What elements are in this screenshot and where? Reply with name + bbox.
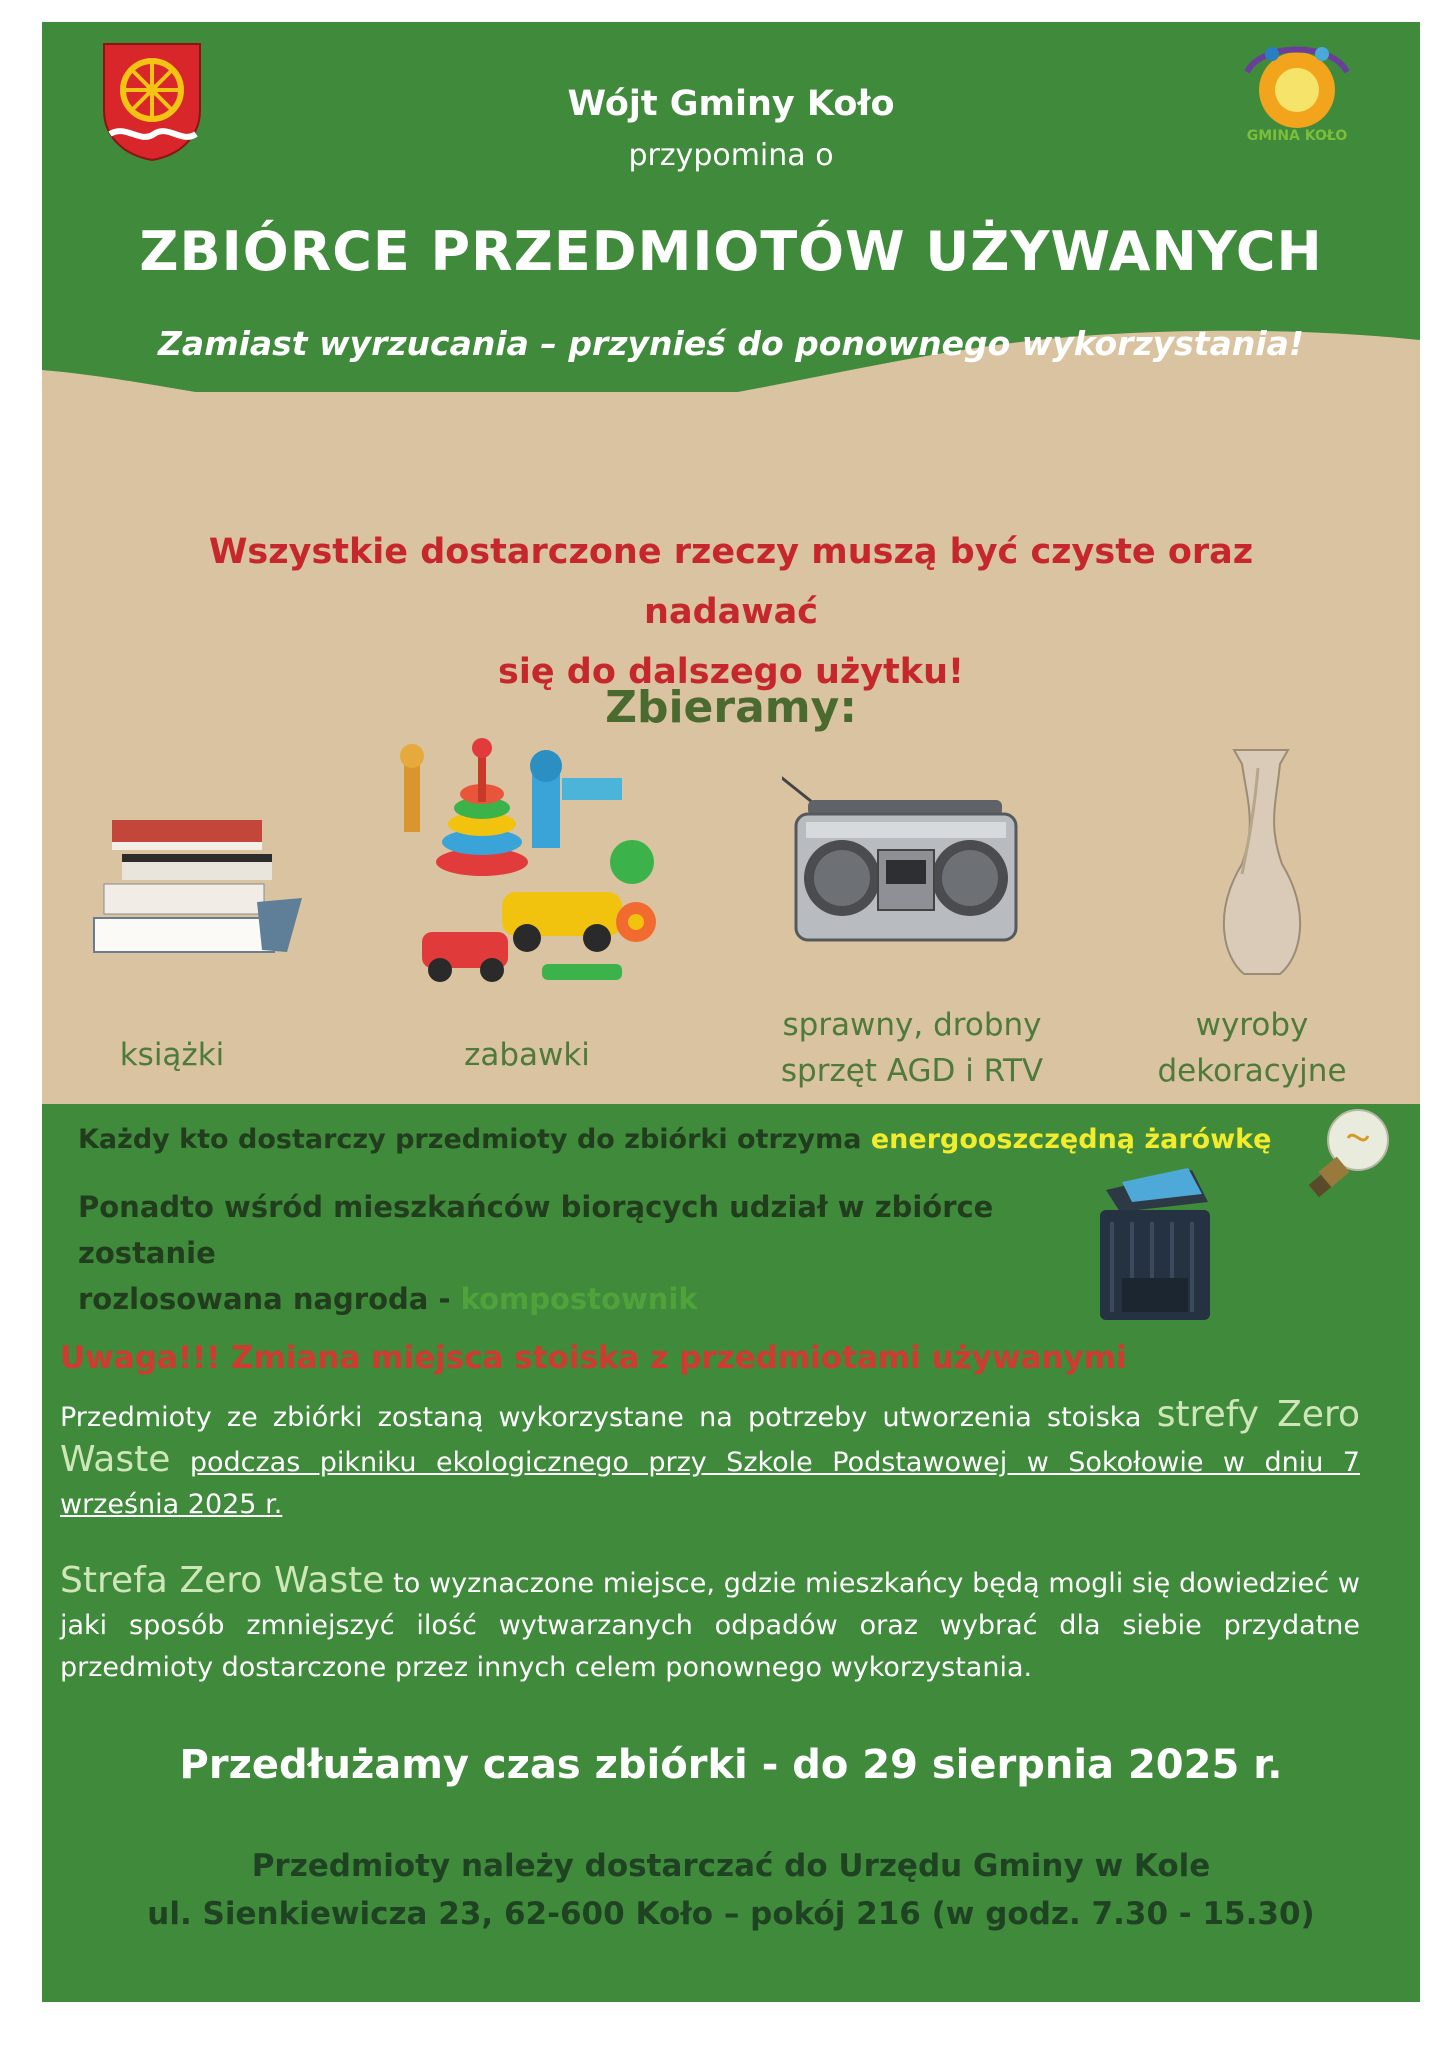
paragraph-stand (60, 1394, 1360, 1526)
location-change-alert: Uwaga!!! Zmiana miejsca stoiska z przedmiotami używanymi (60, 1340, 1127, 1376)
prize-line-2 (78, 1276, 1118, 1322)
warning-line-2: się do dalszego użytku! (498, 652, 964, 692)
category-appliances (762, 1002, 1062, 1094)
prize-line-2-text: rozlosowana nagroda - (78, 1282, 451, 1316)
books-icon (82, 802, 302, 972)
delivery-line-1: Przedmioty należy dostarczać do Urzędu Gminy w Kole (251, 1848, 1211, 1884)
zero-waste-highlight-2: Strefa Zero Waste (60, 1560, 385, 1601)
category-toys: zabawki (464, 1037, 590, 1073)
reward-highlight: energooszczędną żarówkę (870, 1124, 1272, 1155)
lightbulb-icon (1304, 1104, 1394, 1204)
zero-waste-highlight: strefy Zero Waste (60, 1394, 1360, 1480)
prize-highlight: kompostownik (460, 1282, 698, 1316)
category-appliances-line-1: sprawny, drobny (782, 1007, 1042, 1043)
cleanliness-warning (122, 522, 1340, 702)
logo-text: GMINA KOŁO (1246, 128, 1348, 144)
warning-line-1: Wszystkie dostarczone rzeczy muszą być czyste oraz nadawać (208, 532, 1254, 632)
prize-line-1: Ponadto wśród mieszkańców biorących udział w zbiórce zostanie (78, 1190, 994, 1270)
delivery-address (82, 1842, 1380, 1938)
picnic-details: podczas pikniku ekologicznego przy Szkole Podstawowej w Sokołowie w dniu 7 września 2025 r. (60, 1447, 1360, 1520)
category-decorations-line-1: wyroby (1195, 1007, 1309, 1043)
paragraph-zero-waste (60, 1560, 1360, 1689)
radio-icon (782, 750, 1022, 970)
toys-icon (392, 732, 662, 992)
header-subtitle: przypomina o (628, 138, 834, 173)
category-books: książki (119, 1037, 225, 1073)
reward-text: Każdy kto dostarczy przedmioty do zbiórki otrzyma (78, 1124, 862, 1155)
vase-icon (1202, 744, 1322, 984)
poster (42, 22, 1420, 2002)
category-decorations (1132, 1002, 1372, 1094)
delivery-line-2: ul. Sienkiewicza 23, 62-600 Koło – pokój 216 (w godz. 7.30 - 15.30) (147, 1896, 1315, 1932)
coat-of-arms-icon (100, 40, 204, 162)
paragraph-zero-waste-text: to wyznaczone miejsce, gdzie mieszkańcy będą mogli się dowiedzieć w jaki sposób zmniejszyć ilość wytwarzanych odpadów oraz wybrać dla siebie przydatne przedmioty dostarczone przez innych celem ponownego wykorzystania. (60, 1568, 1360, 1683)
category-decorations-line-2: dekoracyjne (1157, 1053, 1347, 1089)
authority-name: Wójt Gminy Koło (567, 84, 895, 124)
composter-icon (1092, 1162, 1222, 1332)
prize-announcement (78, 1184, 1118, 1322)
deadline-extension: Przedłużamy czas zbiórki - do 29 sierpnia 2025 r. (179, 1742, 1283, 1788)
page-title: ZBIÓRCE PRZEDMIOTÓW UŻYWANYCH (139, 220, 1323, 283)
category-appliances-line-2: sprzęt AGD i RTV (780, 1053, 1044, 1089)
paragraph-stand-text: Przedmioty ze zbiórki zostaną wykorzystane na potrzeby utworzenia stoiska (60, 1402, 1142, 1433)
slogan: Zamiast wyrzucania – przynieś do ponownego wykorzystania! (158, 324, 1304, 363)
gmina-kolo-logo (1222, 32, 1372, 172)
collect-heading: Zbieramy: (605, 682, 857, 733)
reward-line (78, 1124, 1271, 1155)
